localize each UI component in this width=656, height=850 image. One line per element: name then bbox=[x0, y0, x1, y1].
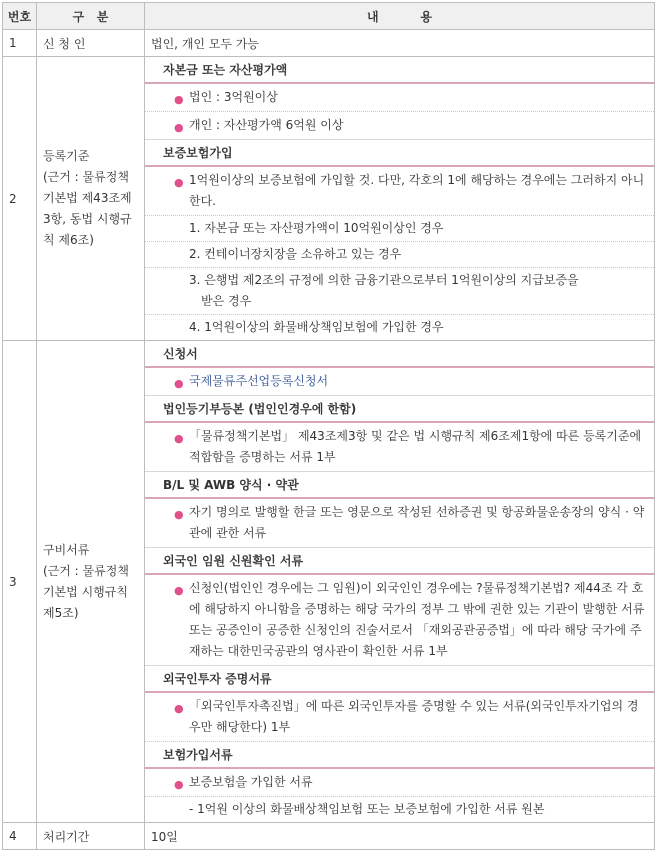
section-title: 보험가입서류 bbox=[145, 742, 654, 769]
category-label: 구비서류 bbox=[43, 542, 90, 557]
sub-item: 2. 컨테이너장치장을 소유하고 있는 경우 bbox=[145, 242, 654, 268]
section-registry bbox=[145, 396, 654, 472]
category-basis: (근거 : 물류정책기본법 시행규칙 제5조) bbox=[43, 563, 129, 620]
list-item: ● 「외국인투자촉진법」에 따른 외국인투자를 증명할 수 있는 서류(외국인투자기업의 경우만 해당한다) 1부 bbox=[145, 693, 654, 742]
section-bl-awb bbox=[145, 472, 654, 548]
list-item: ● 법인 : 3억원이상 bbox=[145, 84, 654, 112]
section-title: 보증보험가입 bbox=[145, 140, 654, 167]
header-category: 구 분 bbox=[37, 3, 145, 30]
bullet-icon: ● bbox=[174, 377, 184, 390]
header-row bbox=[3, 3, 655, 30]
bullet-icon: ● bbox=[174, 584, 184, 597]
row-content bbox=[145, 341, 655, 823]
row-category bbox=[37, 341, 145, 823]
row-number: 4 bbox=[3, 823, 37, 850]
requirements-table bbox=[2, 2, 655, 850]
list-item: ● 자기 명의로 발행할 한글 또는 영문으로 작성된 선하증권 및 항공화물운송장의 양식 · 약관에 관한 서류 bbox=[174, 505, 645, 540]
section-title: B/L 및 AWB 양식 · 약관 bbox=[145, 472, 654, 499]
sub-item: 3. 은행법 제2조의 규정에 의한 금융기관으로부터 1억원이상의 지급보증을 받은 경우 bbox=[145, 268, 654, 315]
bullet-icon: ● bbox=[174, 93, 184, 106]
section-insurance bbox=[145, 140, 654, 340]
list-item: ● 신청인(법인인 경우에는 그 임원)이 외국인인 경우에는 ?물류정책기본법? 제44조 각 호에 해당하지 아니함을 증명하는 해당 국가의 정부 그 밖에 권한 있는 기관이 발행한 서류 또는 공증인이 공증한 신청인의 진술서로서 「재외공관공증법」에 따라 해당 국가에 주재하는 대한민국공관의 영사관이 확인한 서류 1부 bbox=[174, 581, 645, 658]
list-item: ● 보증보험을 가입한 서류 bbox=[145, 769, 654, 797]
section-title: 외국인투자 증명서류 bbox=[145, 666, 654, 693]
section-title: 신청서 bbox=[145, 341, 654, 368]
category-label: 등록기준 bbox=[43, 149, 90, 163]
row-number: 1 bbox=[3, 30, 37, 57]
section-title: 외국인 임원 신원확인 서류 bbox=[145, 548, 654, 575]
sub-item: 1. 자본금 또는 자산평가액이 10억원이상인 경우 bbox=[145, 216, 654, 242]
row-registration bbox=[3, 57, 655, 341]
row-processing-time bbox=[3, 823, 655, 850]
bullet-icon: ● bbox=[174, 121, 184, 134]
row-number: 2 bbox=[3, 57, 37, 341]
row-category: 신 청 인 bbox=[37, 30, 145, 57]
row-content bbox=[145, 57, 655, 341]
row-content: 법인, 개인 모두 가능 bbox=[145, 30, 655, 57]
row-number: 3 bbox=[3, 341, 37, 823]
section-foreign-officer bbox=[145, 548, 654, 666]
row-category: 처리기간 bbox=[37, 823, 145, 850]
row-content: 10일 bbox=[145, 823, 655, 850]
application-form-link[interactable]: 국제물류주선업등록신청서 bbox=[189, 374, 329, 388]
bullet-icon: ● bbox=[174, 702, 184, 715]
section-application bbox=[145, 341, 654, 396]
row-applicant bbox=[3, 30, 655, 57]
list-item: ● 1억원이상의 보증보험에 가입할 것. 다만, 각호의 1에 해당하는 경우에는 그러하지 아니한다. bbox=[145, 167, 654, 216]
row-category bbox=[37, 57, 145, 341]
bullet-icon: ● bbox=[174, 778, 184, 791]
section-foreign-investor bbox=[145, 666, 654, 822]
section-title: 자본금 또는 자산평가액 bbox=[145, 57, 654, 84]
sub-item: - 1억원 이상의 화물배상책임보험 또는 보증보험에 가입한 서류 원본 bbox=[189, 802, 545, 816]
list-item bbox=[145, 368, 654, 395]
sub-item: 4. 1억원이상의 화물배상책임보험에 가입한 경우 bbox=[189, 320, 444, 334]
row-documents bbox=[3, 341, 655, 823]
header-no: 번호 bbox=[3, 3, 37, 30]
header-content: 내 용 bbox=[145, 3, 655, 30]
bullet-icon: ● bbox=[174, 508, 184, 521]
section-capital bbox=[145, 57, 654, 140]
category-basis: (근거 : 물류정책기본법 제43조제3항, 동법 시행규칙 제6조) bbox=[43, 170, 132, 247]
section-title: 법인등기부등본 (법인인경우에 한함) bbox=[145, 396, 654, 423]
list-item: ● 「물류정책기본법」 제43조제3항 및 같은 법 시행규칙 제6조제1항에 따른 등록기준에 적합함을 증명하는 서류 1부 bbox=[174, 429, 642, 464]
list-item: ● 개인 : 자산평가액 6억원 이상 bbox=[145, 112, 654, 139]
bullet-icon: ● bbox=[174, 176, 184, 189]
bullet-icon: ● bbox=[174, 432, 184, 445]
